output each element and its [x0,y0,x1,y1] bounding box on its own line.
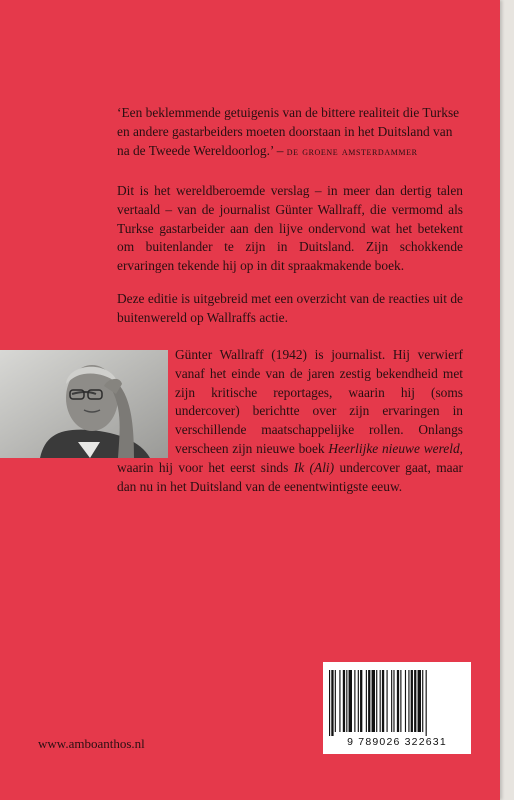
barcode-bar [372,670,375,732]
barcode-bar [349,670,352,732]
quote-text: ‘Een beklemmende getuigenis van de bittere realiteit die Turkse en andere gastarbeiders moeten doorstaan in het Duitsland van na de Tweede Wereldoorlog.’ – [117,105,460,158]
barcode-bar [380,670,381,732]
book-title-ik-ali: Ik (Ali) [293,459,335,475]
barcode-bar [329,670,330,736]
barcode-bar [393,670,394,732]
quote-source: de groene amsterdammer [286,143,418,158]
barcode-bar [397,670,399,732]
barcode-bar [368,670,370,732]
barcode-bar [339,670,340,732]
photo-space [117,346,175,458]
barcode-bar [346,670,347,732]
barcode-bar [418,670,421,732]
barcode-bar [366,670,367,732]
book-title-heerlijke: Heerlijke nieuwe wereld [328,440,460,456]
barcode-bar [411,670,413,732]
barcode-bar [414,670,416,732]
barcode-bar [335,670,336,732]
barcode-bars [323,662,471,738]
barcode-bar [376,670,377,732]
barcode [323,662,471,754]
bio-text-3: undercover gaat, maar dan nu in het Duitsland van de eenentwintigste eeuw. [117,459,463,494]
barcode-bar [408,670,409,732]
barcode-bar [382,670,384,732]
barcode-bar [354,670,355,732]
barcode-bar [400,670,401,732]
edition-note: Deze editie is uitgebreid met een overzicht van de reacties uit de buitenwereld op Wallraffs actie. [117,291,463,325]
barcode-bar [331,670,333,736]
barcode-bar [343,670,345,732]
barcode-bar [360,670,362,732]
bio-text-1: Günter Wallraff (1942) is journalist. Hij verwierf vanaf het einde van de jaren zestig bekendheid met zijn kritische reportages, waarin hij (soms undercover) berichtte over zijn ervaringen in verschillende maatschappelijke rollen. Onlangs verscheen zijn nieuwe boek [175,347,463,456]
isbn-number: 9 789026 322631 [347,736,447,748]
review-quote [117,104,463,160]
barcode-bar [358,670,359,732]
publisher-website: www.amboanthos.nl [38,736,145,751]
bio-text-2: , waarin hij voor het eerst sinds [117,440,463,475]
barcode-bar [405,670,406,732]
author-bio [117,346,463,496]
barcode-bar [387,670,388,732]
barcode-bar [422,670,423,732]
description-paragraph: Dit is het wereldberoemde verslag – in meer dan dertig talen vertaald – van de journalist Günter Wallraff, die vermomd als Turkse gastarbeider aan den lijve ondervond wat het betekent om buitenlander te zijn in Duitsland. Zijn schokkende ervaringen tekende hij op in dit spraakmakende boek. [117,183,463,274]
barcode-bar [391,670,392,732]
barcode-bar [426,670,427,736]
